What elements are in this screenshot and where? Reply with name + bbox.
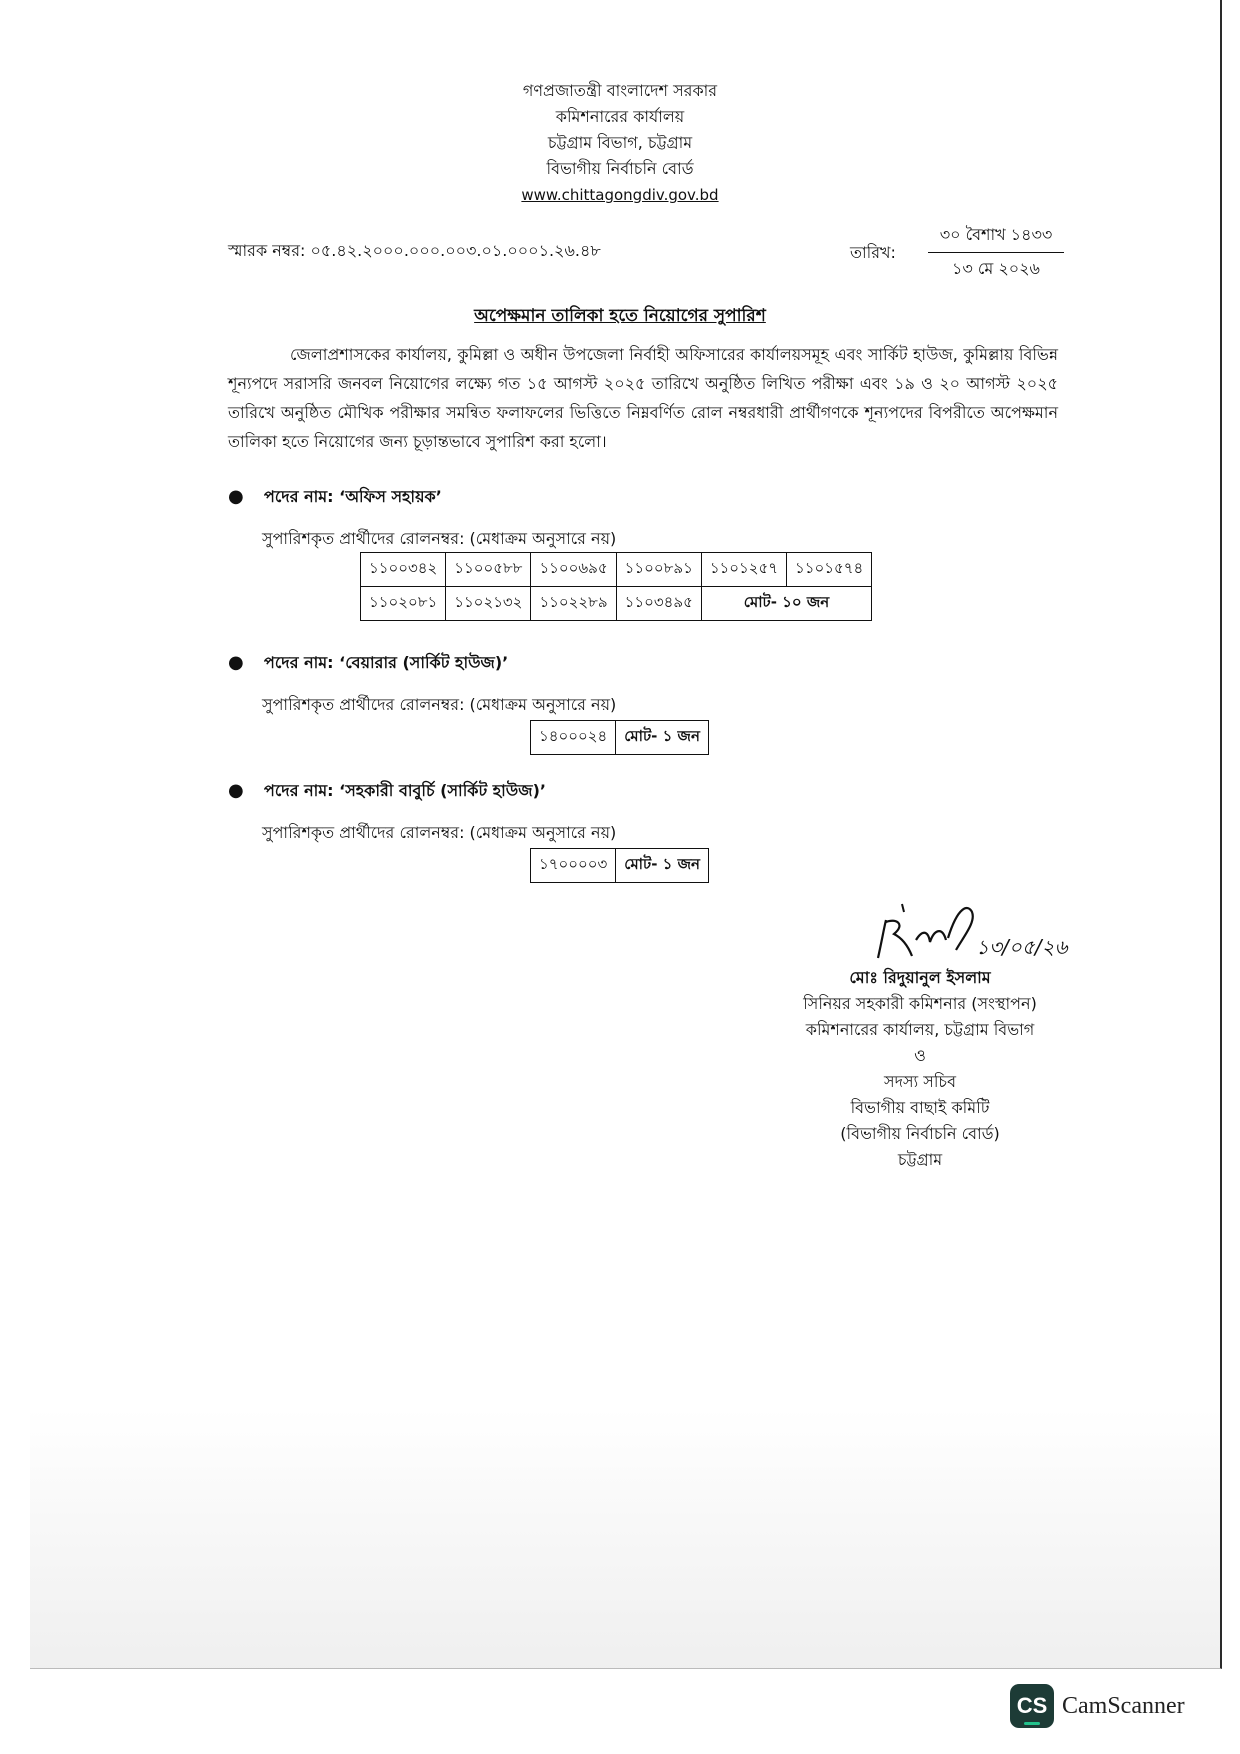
roll-cell: ১১০০৫৮৮ [446, 553, 531, 587]
roll-table-asst-cook [530, 848, 709, 883]
post-title-text: পদের নাম: ‘বেয়ারার (সার্কিট হাউজ)’ [264, 653, 509, 672]
memo-number: স্মারক নম্বর: ০৫.৪২.২০০০.০০০.০০৩.০১.০০০১.২৬.৪৮ [228, 241, 601, 260]
roll-table-bearer [530, 720, 709, 755]
website-link[interactable]: www.chittagongdiv.gov.bd [521, 186, 719, 204]
signatory-conjunction: ও [914, 1046, 926, 1065]
roll-note: সুপারিশকৃত প্রার্থীদের রোলনম্বর: (মেধাক্রম অনুসারে নয়) [262, 695, 617, 714]
signatory-office: কমিশনারের কার্যালয়, চট্টগ্রাম বিভাগ [805, 1020, 1035, 1039]
roll-cell: ১১০০৬৯৫ [531, 553, 616, 587]
signatory-board: (বিভাগীয় নির্বাচনি বোর্ড) [840, 1124, 1000, 1143]
table-row [531, 721, 709, 755]
camscanner-watermark [1010, 1684, 1185, 1728]
signature-block [780, 965, 1060, 1173]
post-title-text: পদের নাম: ‘অফিস সহায়ক’ [264, 487, 442, 506]
roll-cell: ১১০০৩৪২ [361, 553, 446, 587]
board-name: বিভাগীয় নির্বাচনি বোর্ড [546, 159, 694, 178]
table-row [531, 849, 709, 883]
date-block [928, 222, 1064, 283]
signatory-role: সদস্য সচিব [884, 1072, 956, 1091]
date-english: ১৩ মে ২০২৬ [952, 259, 1040, 278]
signature-date: ১৩/০৫/২৬ [976, 935, 1068, 959]
roll-cell: ১১০২০৮১ [361, 587, 446, 621]
bullet-icon: ● [228, 780, 244, 801]
post-title-bearer [228, 650, 508, 677]
subject-heading [0, 303, 1240, 331]
roll-note: সুপারিশকৃত প্রার্থীদের রোলনম্বর: (মেধাক্রম অনুসারে নয়) [262, 529, 617, 548]
roll-cell: ১১০১৫৭৪ [787, 553, 872, 587]
govt-name: গণপ্রজাতন্ত্রী বাংলাদেশ সরকার [522, 81, 718, 100]
total-cell: মোট- ১ জন [616, 849, 709, 883]
roll-cell: ১১০৩৪৯৫ [616, 587, 701, 621]
post-title-office-assistant [228, 484, 442, 511]
bullet-icon: ● [228, 486, 244, 507]
bullet-icon: ● [228, 652, 244, 673]
roll-note: সুপারিশকৃত প্রার্থীদের রোলনম্বর: (মেধাক্রম অনুসারে নয়) [262, 823, 617, 842]
letterhead [0, 78, 1240, 208]
total-cell: মোট- ১ জন [616, 721, 709, 755]
signatory-city: চট্টগ্রাম [897, 1150, 943, 1169]
roll-cell: ১১০২২৮৯ [531, 587, 616, 621]
date-bangla: ৩০ বৈশাখ ১৪৩৩ [928, 222, 1064, 253]
post-title-text: পদের নাম: ‘সহকারী বাবুর্চি (সার্কিট হাউজ)’ [264, 781, 546, 800]
body-paragraph: জেলাপ্রশাসকের কার্যালয়, কুমিল্লা ও অধীন উপজেলা নির্বাহী অফিসারের কার্যালয়সমূহ এবং সার্কিট হাউজ, কুমিল্লায় বিভিন্ন শূন্যপদে সরাসরি জনবল নিয়োগের লক্ষ্যে গত ১৫ আগস্ট ২০২৫ তারিখে অনুষ্ঠিত লিখিত পরীক্ষা এবং ১৯ ও ২০ আগস্ট ২০২৫ তারিখে অনুষ্ঠিত মৌখিক পরীক্ষার সমন্বিত ফলাফলের ভিত্তিতে নিম্নবর্ণিত রোল নম্বরধারী প্রার্থীগণকে শূন্যপদের বিপরীতে অপেক্ষমান তালিকা হতে নিয়োগের জন্য চূড়ান্তভাবে সুপারিশ করা হলো। [228, 345, 1058, 451]
table-row [361, 553, 872, 587]
roll-cell: ১১০১২৫৭ [701, 553, 786, 587]
post-title-asst-cook [228, 778, 546, 805]
roll-cell: ১১০০৮৯১ [616, 553, 701, 587]
roll-table-office-assistant [360, 552, 872, 621]
date-label: তারিখ: [850, 243, 896, 262]
division-name: চট্টগ্রাম বিভাগ, চট্টগ্রাম [547, 133, 693, 152]
roll-cell: ১১০২১৩২ [446, 587, 531, 621]
roll-cell: ১৭০০০০৩ [531, 849, 616, 883]
office-name: কমিশনারের কার্যালয় [555, 107, 685, 126]
handwritten-signature [872, 900, 1072, 970]
signatory-committee: বিভাগীয় বাছাই কমিটি [850, 1098, 990, 1117]
roll-cell: ১৪০০০২৪ [531, 721, 616, 755]
subject-text: অপেক্ষমান তালিকা হতে নিয়োগের সুপারিশ [474, 306, 766, 326]
signatory-designation: সিনিয়র সহকারী কমিশনার (সংস্থাপন) [803, 994, 1037, 1013]
table-row [361, 587, 872, 621]
camscanner-text: CamScanner [1062, 1692, 1185, 1719]
total-cell: মোট- ১০ জন [701, 587, 871, 621]
camscanner-logo-icon: CS [1010, 1684, 1054, 1728]
signatory-name: মোঃ রিদুয়ানুল ইসলাম [849, 968, 991, 987]
